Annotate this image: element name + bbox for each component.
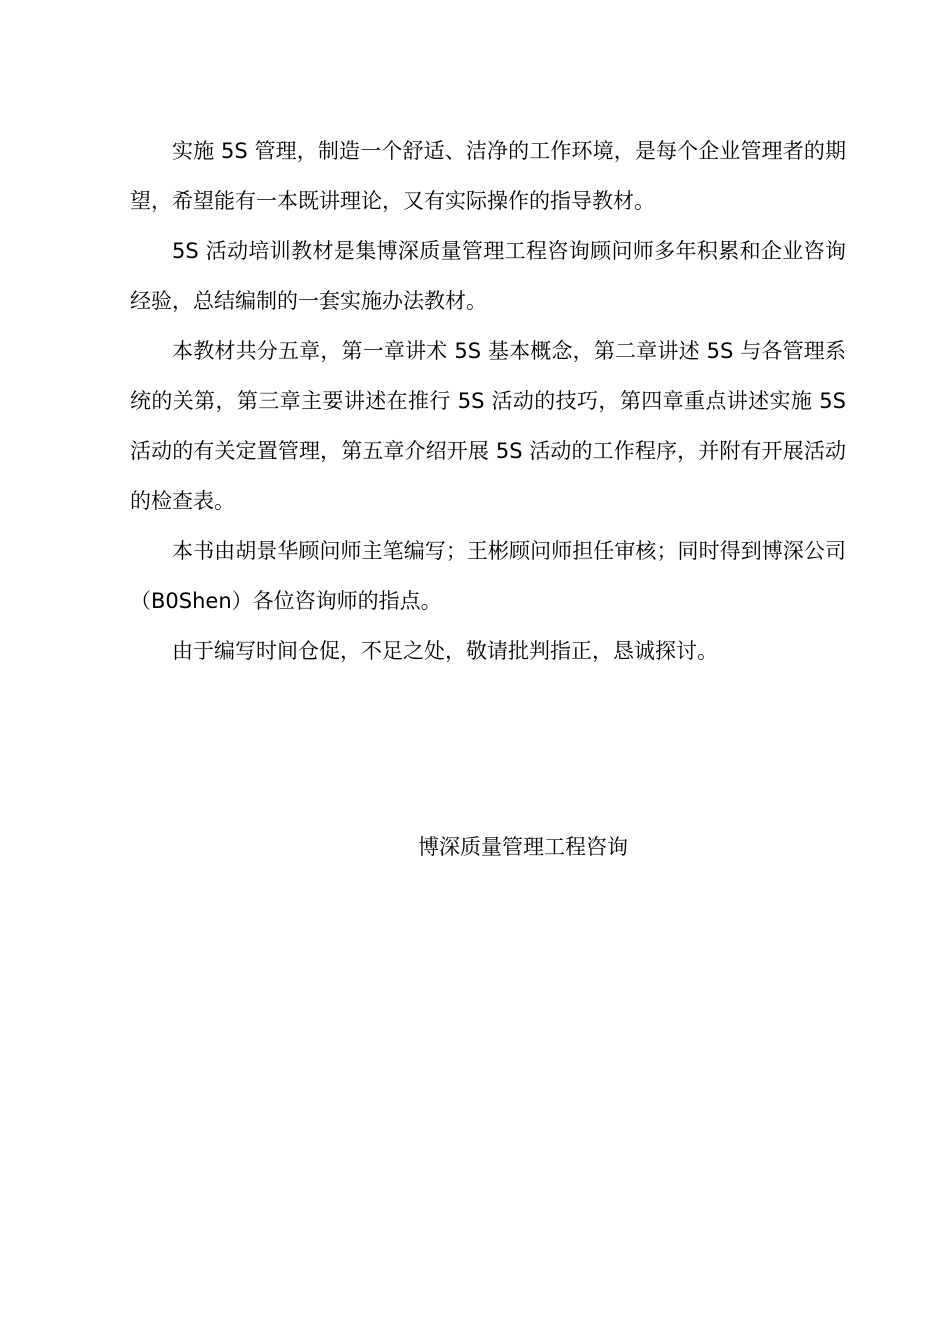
paragraph-4: 本书由胡景华顾问师主笔编写；王彬顾问师担任审核；同时得到博深公司（B0Shen）各位咨询师的指点。 (130, 539, 846, 613)
signature-organization: 博深质量管理工程咨询 (418, 835, 628, 859)
paragraph-5: 由于编写时间仓促，不足之处，敬请批判指正，恳诚探讨。 (172, 639, 718, 663)
paragraph-3: 本教材共分五章，第一章讲术 5S 基本概念，第二章讲述 5S 与各管理系统的关第，第三章主要讲述在推行 5S 活动的技巧，第四章重点讲述实施 5S 活动的有关定置管理，第五章介绍开展 5S 活动的工作程序，并附有开展活动的检查表。 (130, 339, 846, 513)
paragraph-1: 实施 5S 管理，制造一个舒适、洁净的工作环境，是每个企业管理者的期望，希望能有一本既讲理论，又有实际操作的指导教材。 (130, 139, 846, 213)
paragraph-2: 5S 活动培训教材是集博深质量管理工程咨询顾问师多年积累和企业咨询经验，总结编制的一套实施办法教材。 (130, 239, 846, 313)
preface-body (130, 126, 846, 676)
